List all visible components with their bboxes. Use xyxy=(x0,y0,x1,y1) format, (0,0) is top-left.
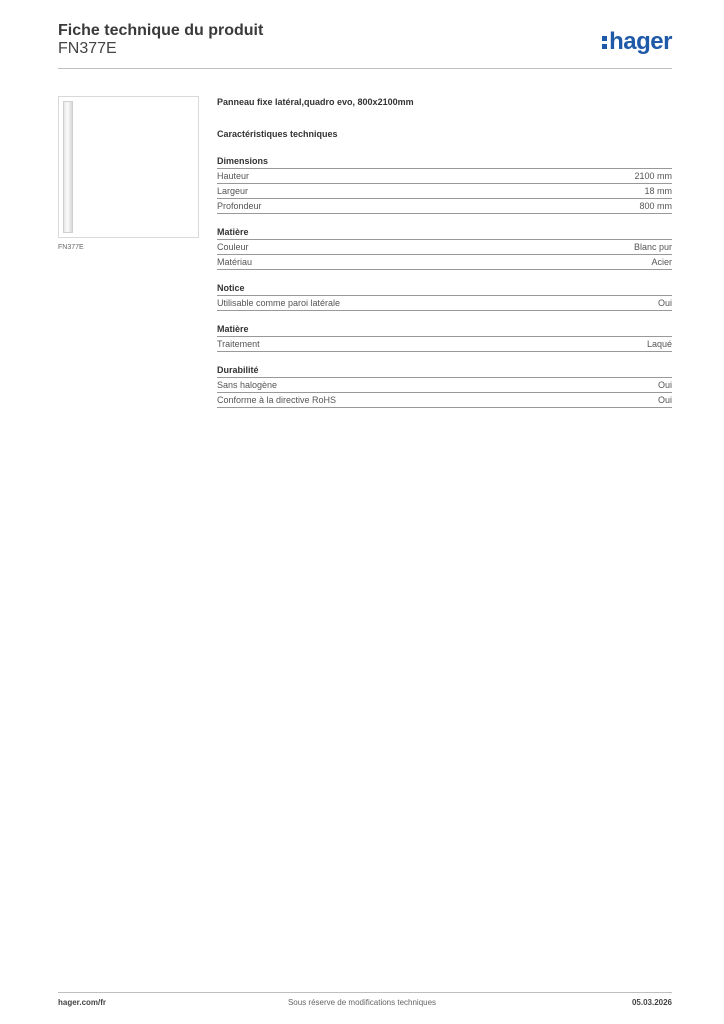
footer-divider xyxy=(58,992,672,993)
spec-group xyxy=(217,154,672,214)
page-title: Fiche technique du produit xyxy=(58,22,264,39)
spec-value: 800 mm xyxy=(639,201,672,211)
spec-label: Sans halogène xyxy=(217,380,278,390)
spec-label: Couleur xyxy=(217,242,249,252)
spec-group xyxy=(217,281,672,311)
logo-colon-icon xyxy=(602,32,607,50)
footer-disclaimer: Sous réserve de modifications techniques xyxy=(287,998,437,1007)
spec-value: 18 mm xyxy=(644,186,672,196)
spec-value: Oui xyxy=(657,380,672,390)
spec-row xyxy=(217,199,672,214)
spec-row xyxy=(217,255,672,270)
spec-label: Utilisable comme paroi latérale xyxy=(217,298,341,308)
spec-value: 2100 mm xyxy=(634,171,672,181)
spec-label: Matériau xyxy=(217,257,253,267)
spec-value: Blanc pur xyxy=(633,242,672,252)
spec-row xyxy=(217,296,672,311)
section-title: Caractéristiques techniques xyxy=(217,129,338,139)
header-divider xyxy=(58,68,672,69)
spec-value: Laqué xyxy=(646,339,672,349)
spec-group-title: Notice xyxy=(217,281,672,296)
spec-row xyxy=(217,240,672,255)
spec-groups xyxy=(217,154,672,408)
spec-group-title: Matière xyxy=(217,225,672,240)
spec-label: Hauteur xyxy=(217,171,250,181)
product-reference: FN377E xyxy=(58,40,117,57)
footer-website[interactable]: hager.com/fr xyxy=(58,998,107,1007)
side-panel-illustration xyxy=(63,101,73,233)
spec-value: Oui xyxy=(657,298,672,308)
brand-logo xyxy=(602,28,672,56)
product-image xyxy=(58,96,199,238)
spec-row xyxy=(217,184,672,199)
spec-row xyxy=(217,393,672,408)
footer-date: 05.03.2026 xyxy=(631,998,672,1007)
spec-group-title: Dimensions xyxy=(217,154,672,169)
spec-label: Largeur xyxy=(217,186,249,196)
product-description: Panneau fixe latéral,quadro evo, 800x2100mm xyxy=(217,97,414,107)
spec-group xyxy=(217,322,672,352)
spec-label: Profondeur xyxy=(217,201,262,211)
image-caption: FN377E xyxy=(58,244,84,251)
spec-group-title: Durabilité xyxy=(217,363,672,378)
brand-name: hager xyxy=(609,28,672,55)
spec-group-title: Matière xyxy=(217,322,672,337)
spec-row xyxy=(217,378,672,393)
spec-value: Oui xyxy=(657,395,672,405)
technical-specs xyxy=(217,96,672,408)
spec-group xyxy=(217,363,672,408)
spec-group xyxy=(217,225,672,270)
spec-row xyxy=(217,337,672,352)
spec-label: Conforme à la directive RoHS xyxy=(217,395,337,405)
spec-row xyxy=(217,169,672,184)
spec-value: Acier xyxy=(651,257,672,267)
spec-label: Traitement xyxy=(217,339,260,349)
